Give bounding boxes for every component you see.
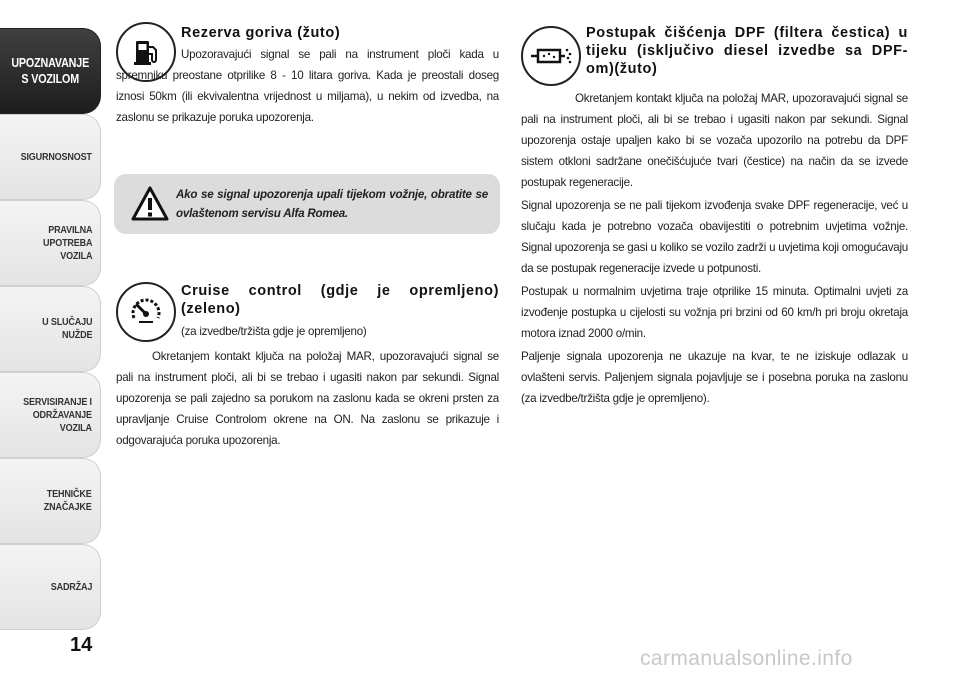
fuel-heading: Rezerva goriva (žuto) <box>181 25 341 41</box>
cruise-control-icon <box>116 282 176 342</box>
warning-box <box>114 174 500 234</box>
dpf-paragraph: Okretanjem kontakt ključa na položaj MAR, upozoravajući signal se pali na instrument ploči, ali bi se trebao i ugasiti nakon par sekundi. Signal upozorenja ostaje upaljen kako bi se vozača upozorilo na potrebu da DPF sistem otkloni sadržane onečišćujuće tvari (čestice) na način da se izvede postupak regeneracije. <box>521 92 908 189</box>
warning-text: Ako se signal upozorenja upali tijekom vožnje, obratite se ovlaštenom servisu Alfa Romea. <box>176 188 488 220</box>
dpf-paragraph: Paljenje signala upozorenja ne ukazuje na kvar, te ne iziskuje odlazak u ovlašteni servis. Paljenjem signala pojavljuje se i posebna poruka na zaslonu (za izvedbe/tržišta gdje je opremljeno). <box>521 350 908 405</box>
dpf-filter-icon <box>521 26 581 86</box>
dpf-text <box>521 88 908 409</box>
tab-tehnicke-znacajke[interactable]: TEHNIČKE ZNAČAJKE <box>0 458 101 544</box>
tab-sadrzaj[interactable]: SADRŽAJ <box>0 544 101 630</box>
dpf-heading: Postupak čišćenja DPF (filtera čestica) u tijeku (isključivo diesel izvedbe sa DPF-om)(žuto) <box>586 25 908 77</box>
cruise-heading: Cruise control (gdje je opremljeno) (zeleno) <box>181 283 499 317</box>
tab-upoznavanje-s-vozilom[interactable]: UPOZNAVANJE S VOZILOM <box>0 28 101 114</box>
tab-pravilna-upotreba-vozila[interactable]: PRAVILNA UPOTREBA VOZILA <box>0 200 101 286</box>
tab-servisiranje-i-odrzavanje[interactable]: SERVISIRANJE I ODRŽAVANJE VOZILA <box>0 372 101 458</box>
watermark: carmanualsonline.info <box>640 647 853 670</box>
page-number: 14 <box>70 634 93 656</box>
fuel-text: Upozoravajući signal se pali na instrument ploči kada u spremniku preostane otprilike 8 - 10 litara goriva. Kada je preostali doseg iznosi 50km (ili ekvivalentna vrijednost u miljama), u nekim od izvedba, na zaslonu se prikazuje poruka upozorenja. <box>116 48 499 124</box>
dpf-heading-block <box>586 24 908 78</box>
cruise-text: Okretanjem kontakt ključa na položaj MAR, upozoravajući signal se pali na instrument ploči, ali bi se trebao i ugasiti nakon par sekundi. Signal upozorenja se pali zajedno sa porukom na zaslonu kada se okreni prsten za upravljanje Cruise Controlom okrene na ON. Na zaslonu se prikazuje i odgovarajuća poruka upozorenja. <box>116 350 499 447</box>
dpf-paragraph: Postupak u normalnim uvjetima traje otprilike 15 minuta. Optimalni uvjeti za izvođenje postupka u cijelosti su vožnja pri brzini od 60 km/h pri broju okretaja motora iznad 2000 o/min. <box>521 285 908 340</box>
tab-sigurnosnost[interactable]: SIGURNOSNOST <box>0 114 101 200</box>
chapter-sidebar <box>0 28 101 630</box>
cruise-subtitle: (za izvedbe/tržišta gdje je opremljeno) <box>181 325 367 338</box>
dpf-paragraph: Signal upozorenja se ne pali tijekom izvođenja svake DPF regeneracije, već u slučaju kada je potrebno vozača obavijestiti o potrebnim uvjetima vožnje. Signal upozorenja se gasi u koliko se vozilo zadrži u uvjetima koji omogućavaju da se postupak regeneracije izvede u potpunosti. <box>521 199 908 275</box>
fuel-heading-block <box>181 24 499 42</box>
tab-u-slucaju-nuzde[interactable]: U SLUČAJU NUŽDE <box>0 286 101 372</box>
warning-triangle-icon <box>130 184 170 224</box>
cruise-heading-block <box>181 282 499 318</box>
